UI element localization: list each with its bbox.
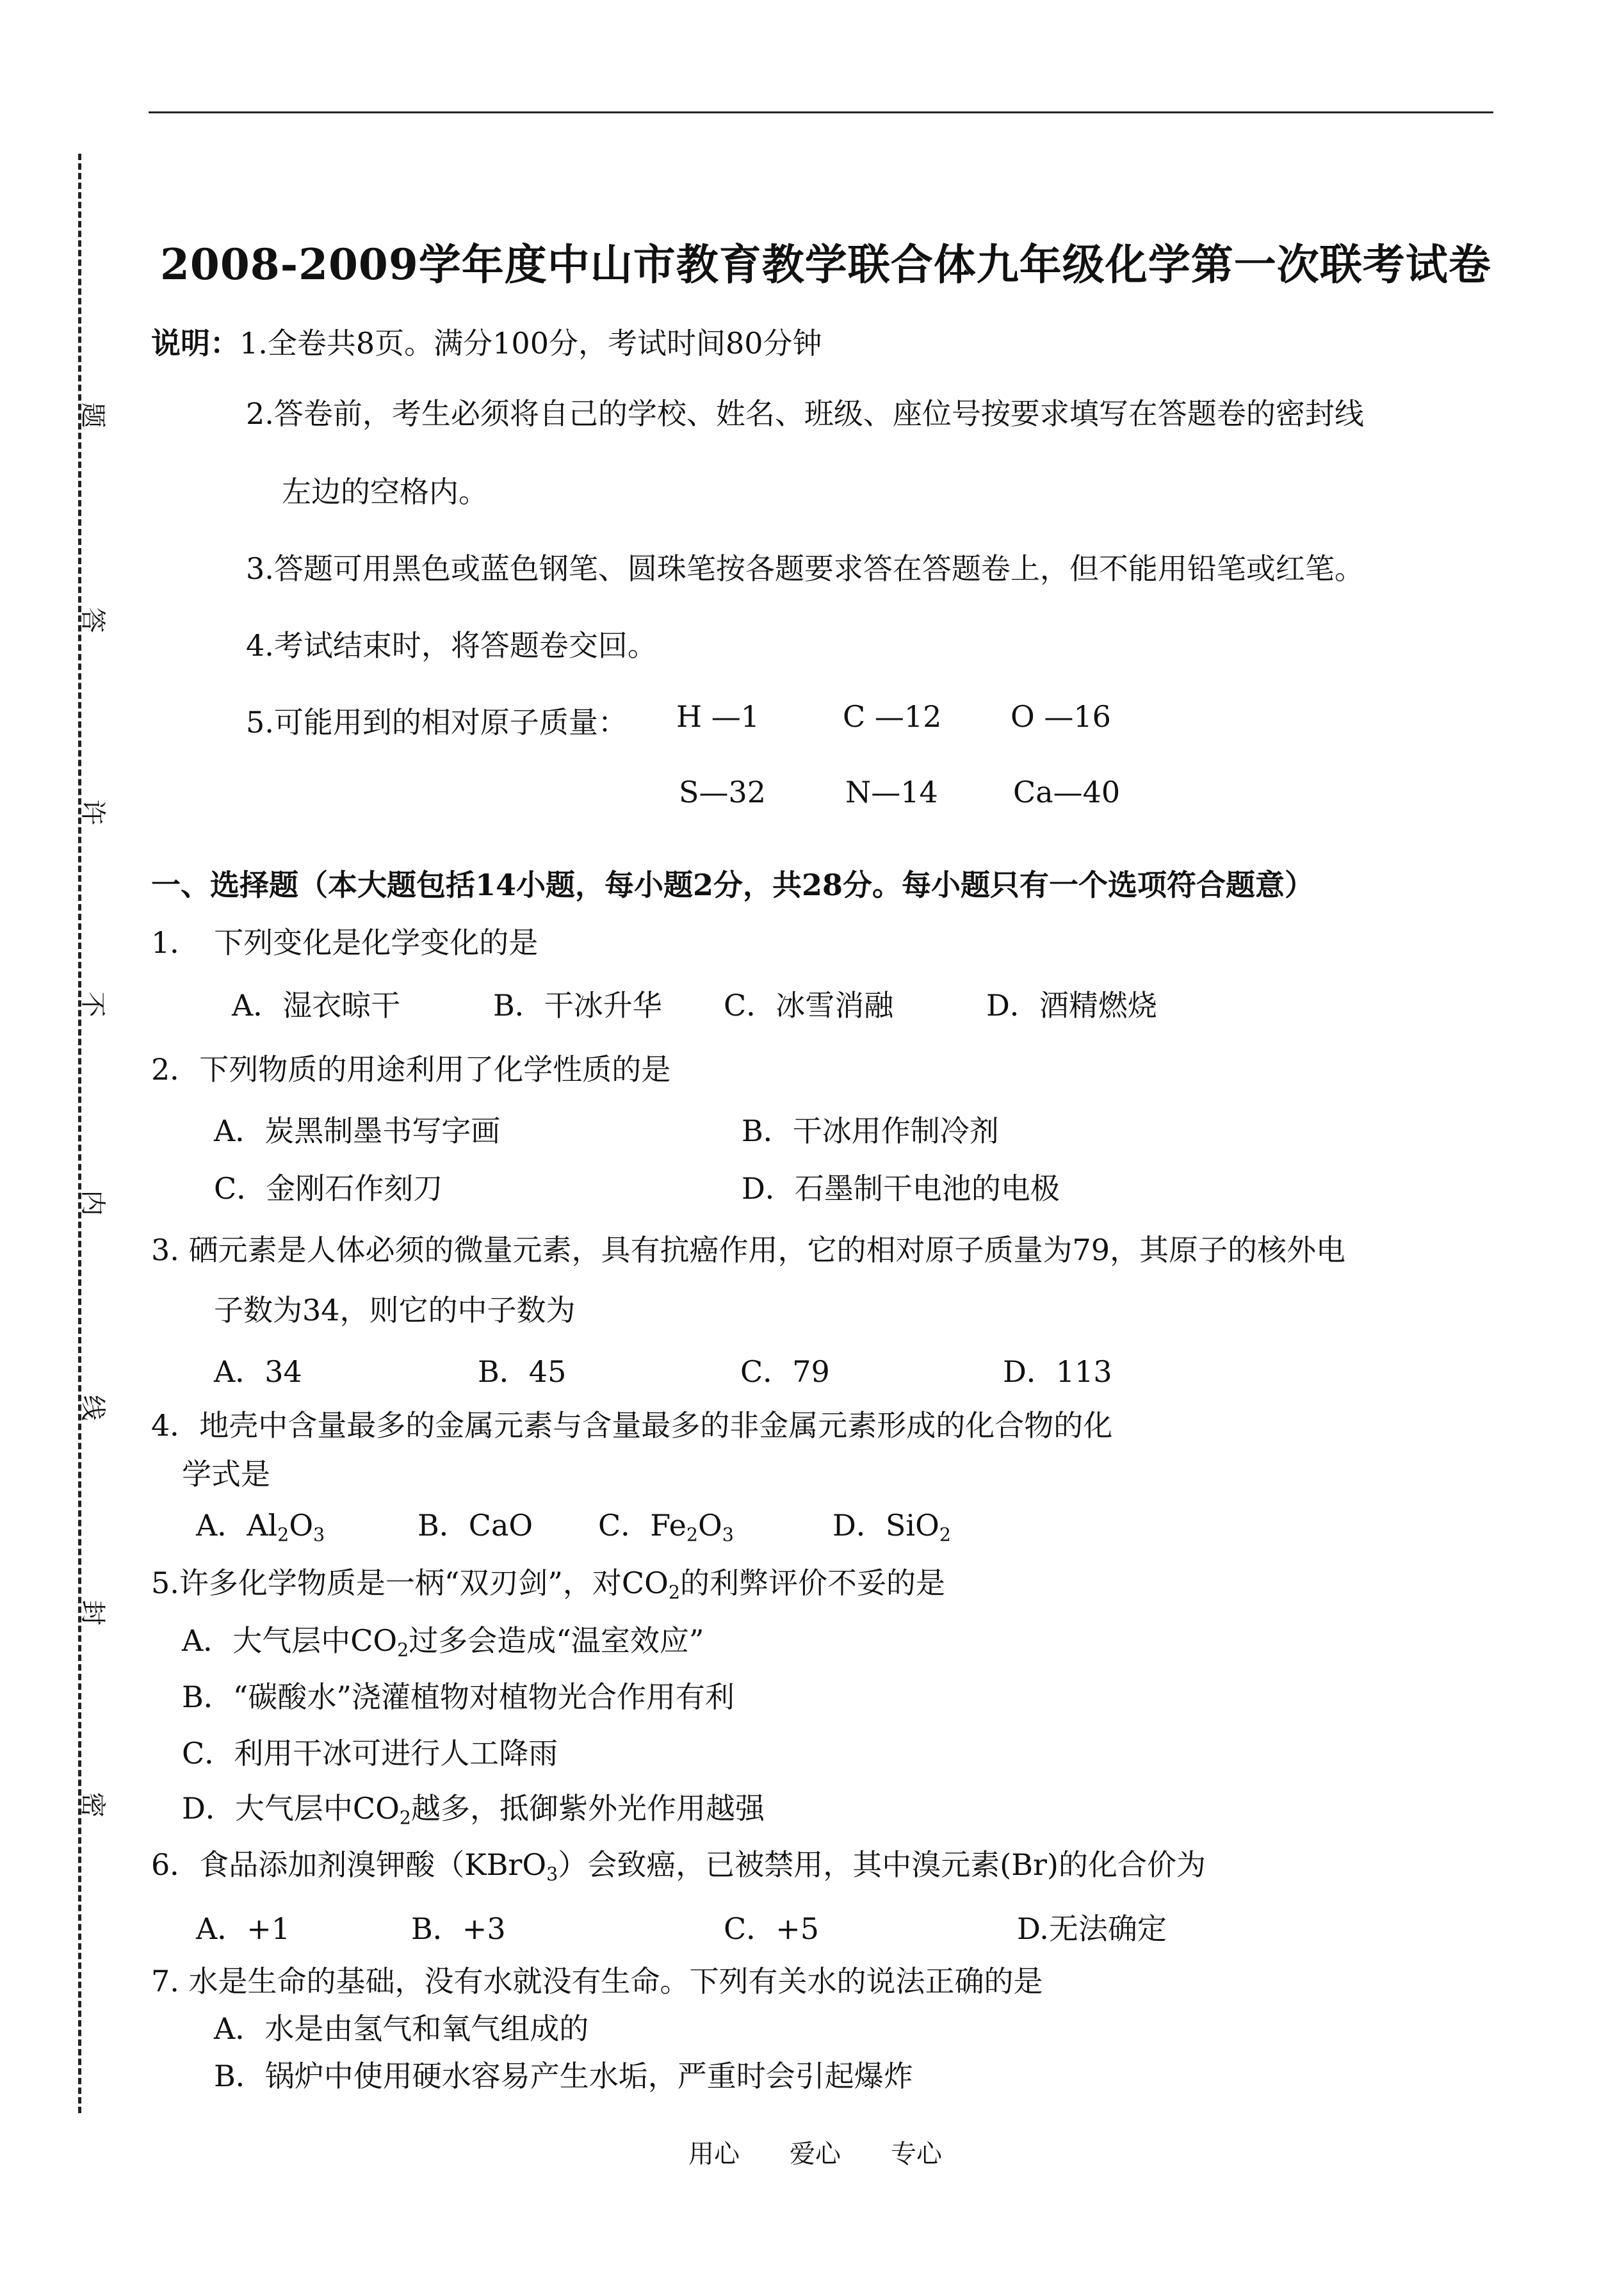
question-4-option-a: A．$Al_2O_3$	[196, 1508, 325, 1546]
atomic-mass: S—32	[679, 775, 767, 809]
question-1-option: A．湿衣晾干	[232, 988, 401, 1023]
header-rule	[149, 111, 1493, 113]
seal-char: 密	[77, 1792, 108, 1818]
question-4-option-d: D．SiO$_2$	[832, 1508, 951, 1546]
question-3-option: C．79	[740, 1354, 830, 1389]
question-5-option-a: A．大气层中$CO_2$过多会造成“温室效应”	[182, 1623, 704, 1661]
question-2-option: C．金刚石作刻刀	[214, 1171, 443, 1206]
atomic-mass: C —12	[843, 699, 942, 734]
question-2-option: A．炭黑制墨书写字画	[214, 1114, 501, 1148]
question-3-option: B．45	[478, 1354, 567, 1389]
seal-char: 答	[77, 607, 108, 633]
question-5-option-b: B．“碳酸水”浇灌植物对植物光合作用有利	[182, 1680, 735, 1714]
page-footer	[688, 2134, 992, 2170]
seal-char: 内	[77, 1190, 108, 1216]
question-4-stem-cont: 学式是	[182, 1457, 270, 1491]
question-5-stem: 5.许多化学物质是一柄“双刃剑”，对$CO_2$的利弊评价不妥的是	[151, 1566, 945, 1603]
note-1: 1.全卷共8页。满分100分，考试时间80分钟	[240, 326, 822, 361]
question-3-option: D．113	[1003, 1354, 1112, 1389]
seal-char: 线	[77, 1395, 108, 1421]
question-1-stem: 1． 下列变化是化学变化的是	[151, 925, 539, 960]
question-6-stem: 6．食品添加剂溴钾酸（KBrO$_3$）会致癌，已被禁用，其中溴元素(Br)的化合价为	[151, 1847, 1206, 1885]
footer-text: 专心	[891, 2139, 942, 2169]
note-2b: 左边的空格内。	[282, 474, 488, 509]
atomic-mass: H —1	[676, 699, 760, 734]
exam-title: 2008-2009学年度中山市教育教学联合体九年级化学第一次联考试卷	[160, 239, 1491, 289]
question-6-option: C．+5	[724, 1911, 820, 1946]
question-6-option: A．+1	[196, 1911, 291, 1946]
question-2-stem: 2．下列物质的用途利用了化学性质的是	[151, 1052, 671, 1087]
question-5-option-d: D．大气层中$CO_2$越多，抵御紫外光作用越强	[182, 1791, 765, 1829]
question-6-option: B．+3	[411, 1911, 506, 1946]
seal-char: 封	[77, 1600, 108, 1626]
atomic-mass: Ca—40	[1013, 775, 1121, 809]
seal-char: 许	[77, 799, 108, 825]
question-2-option: B．干冰用作制冷剂	[742, 1114, 999, 1148]
notes-label: 说明：	[151, 326, 240, 361]
question-4-stem: 4．地壳中含量最多的金属元素与含量最多的非金属元素形成的化合物的化	[151, 1408, 1113, 1443]
question-5-option-c: C．利用干冰可进行人工降雨	[182, 1736, 558, 1771]
question-4-option-b: B．CaO	[418, 1508, 533, 1543]
question-7-option-b: B．锅炉中使用硬水容易产生水垢，严重时会引起爆炸	[214, 2059, 913, 2093]
footer-text: 用心	[688, 2139, 740, 2169]
note-3: 3.答题可用黑色或蓝色钢笔、圆珠笔按各题要求答在答题卷上，但不能用铅笔或红笔。	[246, 551, 1364, 586]
question-3-option: A．34	[214, 1354, 302, 1389]
section-1-heading: 一、选择题（本大题包括14小题，每小题2分，共28分。每小题只有一个选项符合题意）	[151, 868, 1315, 902]
question-1-option: D．酒精燃烧	[986, 988, 1157, 1023]
question-7-stem: 7. 水是生命的基础，没有水就没有生命。下列有关水的说法正确的是	[151, 1964, 1043, 1999]
question-3-stem-cont: 子数为34，则它的中子数为	[214, 1293, 576, 1327]
seal-char: 题	[77, 402, 108, 428]
seal-char: 不	[77, 991, 108, 1018]
note-2a: 2.答卷前，考生必须将自己的学校、姓名、班级、座位号按要求填写在答题卷的密封线	[246, 396, 1364, 431]
question-4-option-c: C．$Fe_2O_3$	[598, 1508, 734, 1546]
question-2-option: D．石墨制干电池的电极	[742, 1171, 1060, 1206]
atomic-mass: N—14	[845, 775, 938, 809]
atomic-mass: O —16	[1011, 699, 1111, 734]
question-7-option-a: A．水是由氢气和氧气组成的	[214, 2011, 589, 2046]
question-6-option: D.无法确定	[1017, 1911, 1167, 1946]
question-3-stem: 3. 硒元素是人体必须的微量元素，具有抗癌作用，它的相对原子质量为79，其原子的核外电	[151, 1233, 1346, 1267]
notes-line-1	[151, 320, 822, 362]
note-4: 4.考试结束时，将答题卷交回。	[246, 628, 657, 663]
question-1-option: C．冰雪消融	[724, 988, 894, 1023]
note-5-label: 5.可能用到的相对原子质量：	[246, 705, 628, 740]
question-1-option: B．干冰升华	[493, 988, 662, 1023]
footer-text: 爱心	[790, 2139, 841, 2169]
